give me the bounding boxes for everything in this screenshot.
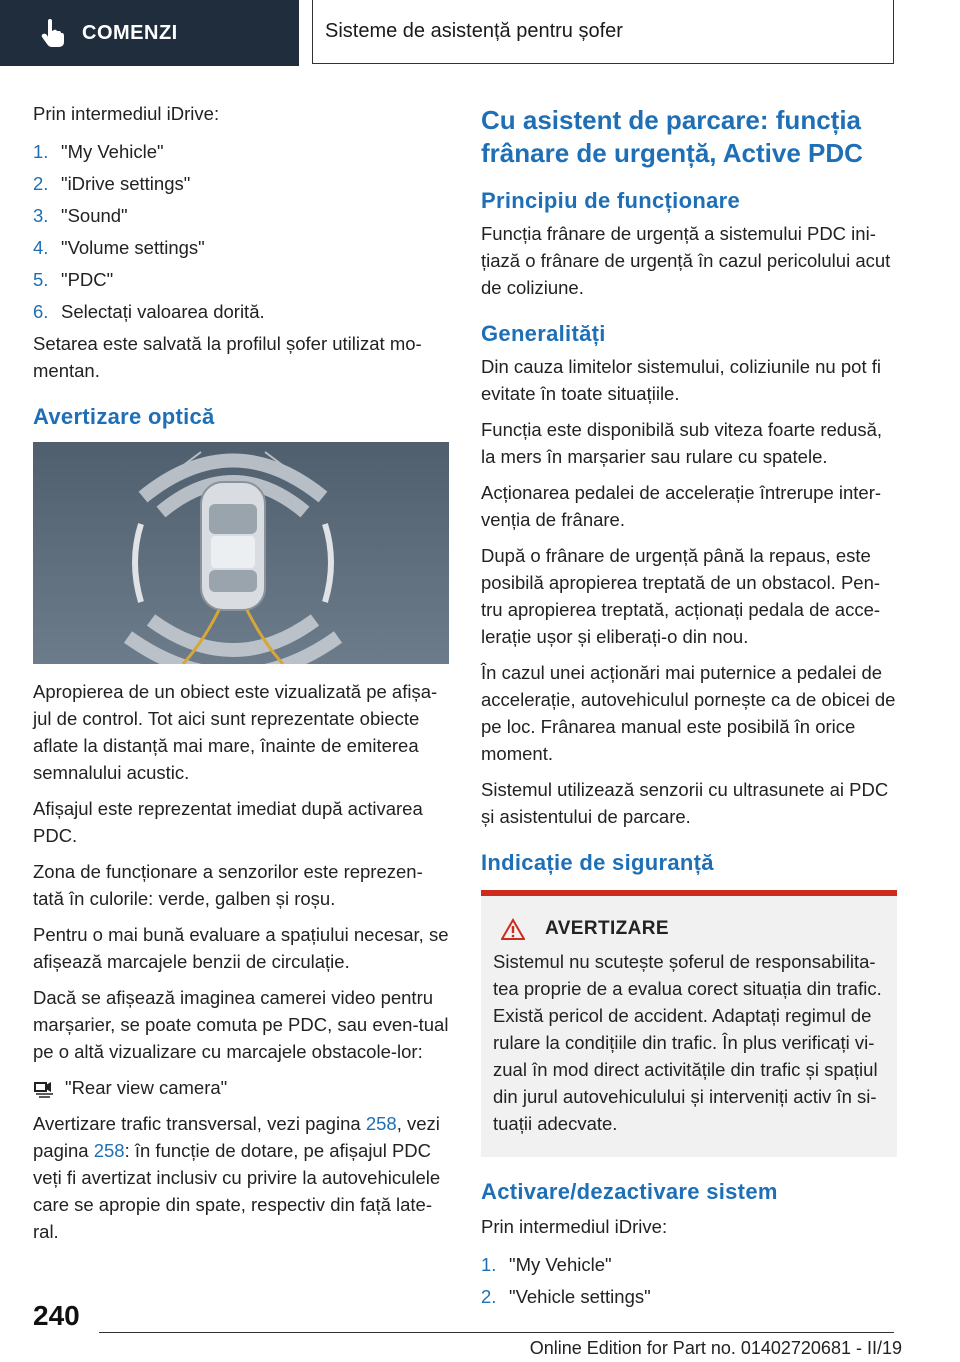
step-text: "My Vehicle" [509, 1254, 612, 1275]
section-title-box [312, 0, 894, 64]
step-number: 4. [33, 237, 49, 258]
saved-note: Setarea este salvată la profilul șofer utilizat mo‐mentan. [33, 333, 422, 381]
left-column [33, 100, 449, 1254]
step-number: 1. [33, 141, 49, 162]
hand-pointer-icon [40, 18, 66, 48]
body-paragraph: Dacă se afișează imaginea camerei video pentru marșarier, se poate comuta pe PDC, sau even‐tual pe o altă vizualizare cu marcajele obstacole‐lor: [33, 987, 449, 1062]
list-item [33, 232, 449, 264]
safety-heading: Indicație de siguranță [481, 850, 714, 875]
body-paragraph: Zona de funcționare a senzorilor este reprezen‐tată în culorile: verde, galben și roșu. [33, 861, 423, 909]
cross-traffic-paragraph [33, 1110, 449, 1245]
body-paragraph: Acționarea pedalei de accelerație întrerupe inter‐venția de frânare. [481, 482, 882, 530]
edition-note: Online Edition for Part no. 01402720681 - II/19 [529, 1338, 902, 1358]
step-number: 2. [33, 173, 49, 194]
steps-list [481, 1249, 897, 1313]
rear-view-camera-line [33, 1074, 449, 1101]
warning-title: AVERTIZARE [545, 918, 669, 939]
right-column [481, 100, 897, 1315]
principle-heading: Principiu de funcționare [481, 188, 741, 213]
step-number: 1. [481, 1254, 497, 1275]
warning-header [489, 918, 889, 940]
step-text: "Sound" [61, 205, 128, 226]
body-paragraph: În cazul unei acționări mai puternice a pedalei de accelerație, autovehiculul pornește ca de obicei de pe loc. Frânarea manual este posibilă în orice moment. [481, 662, 896, 764]
rear-view-camera-label: "Rear view camera" [65, 1077, 228, 1098]
activation-heading: Activare/dezactivare sistem [481, 1179, 778, 1204]
body-paragraph: Afișajul este reprezentat imediat după activarea PDC. [33, 798, 423, 846]
idrive-intro: Prin intermediul iDrive: [481, 1216, 668, 1237]
warning-text: Sistemul nu scutește șoferul de responsabilita‐tea proprie de a evalua corect situația din trafic. Există pericol de accident. Adaptați regimul de rulare la condițiile din trafic. În plus verificați vi‐zual în mod direct activitățile din trafic și spațiul din jurul autovehiculului și interveniți activ în si‐tuații adecvate. [493, 951, 882, 1134]
body-paragraph: Apropierea de un obiect este vizualizată pe afișa‐jul de control. Tot aici sunt reprezentate obiecte aflate la distanță mai mare, înainte de emiterea semnalului acustic. [33, 681, 438, 783]
list-item [481, 1281, 897, 1313]
page-link-258[interactable]: 258 [93, 1140, 125, 1161]
text-fragment: Avertizare trafic transversal, vezi pagina [33, 1113, 366, 1134]
list-item [481, 1249, 897, 1281]
steps-list [33, 136, 449, 328]
step-number: 6. [33, 301, 49, 322]
step-text: Selectați valoarea dorită. [61, 301, 265, 322]
text-fragment: , vezi pagina [33, 1113, 440, 1161]
rear-camera-icon [33, 1077, 57, 1099]
body-paragraph: După o frânare de urgență până la repaus, este posibilă apropierea treptată de un obstacol. Pen‐tru apropierea treptată, acționați pedala de acce‐lerație ușor și eliberați-o din nou. [481, 545, 881, 647]
list-item [33, 168, 449, 200]
pdc-display-image [33, 442, 449, 664]
step-number: 3. [33, 205, 49, 226]
body-paragraph: Pentru o mai bună evaluare a spațiului necesar, se afișează marcajele benzii de circulație. [33, 924, 449, 972]
general-heading: Generalități [481, 321, 606, 346]
section-title: Sisteme de asistență pentru șofer [325, 20, 623, 42]
step-text: "Volume settings" [61, 237, 205, 258]
step-text: "My Vehicle" [61, 141, 164, 162]
step-text: "PDC" [61, 269, 114, 290]
chapter-label: COMENZI [82, 21, 178, 44]
body-paragraph: Funcția frânare de urgență a sistemului PDC ini‐țiază o frânare de urgență în cazul pericolului acut de coliziune. [481, 223, 891, 298]
page-number: 240 [33, 1300, 80, 1331]
header-chapter-tab [0, 0, 299, 66]
warning-box [481, 890, 897, 1157]
main-heading: Cu asistent de parcare: funcția frânare de urgență, Active PDC [481, 105, 863, 168]
footer-divider [99, 1332, 894, 1333]
optical-warning-heading: Avertizare optică [33, 404, 215, 429]
text-fragment: : în funcție de dotare, pe afișajul PDC veți fi avertizat inclusiv cu privire la autovehiculele care se apropie din spate, respectiv din față late‐ral. [33, 1140, 441, 1242]
body-paragraph: Funcția este disponibilă sub viteza foarte redusă, la mers în marșarier sau rulare cu spatele. [481, 419, 883, 467]
list-item [33, 136, 449, 168]
list-item [33, 200, 449, 232]
step-number: 5. [33, 269, 49, 290]
idrive-intro: Prin intermediul iDrive: [33, 103, 220, 124]
warning-triangle-icon [501, 918, 525, 940]
page-link-258[interactable]: 258 [365, 1113, 397, 1134]
list-item [33, 264, 449, 296]
list-item [33, 296, 449, 328]
body-paragraph: Din cauza limitelor sistemului, coliziunile nu pot fi evitate în toate situațiile. [481, 356, 881, 404]
step-text: "iDrive settings" [61, 173, 191, 194]
step-text: "Vehicle settings" [509, 1286, 651, 1307]
body-paragraph: Sistemul utilizează senzorii cu ultrasunete ai PDC și asistentului de parcare. [481, 779, 889, 827]
step-number: 2. [481, 1286, 497, 1307]
